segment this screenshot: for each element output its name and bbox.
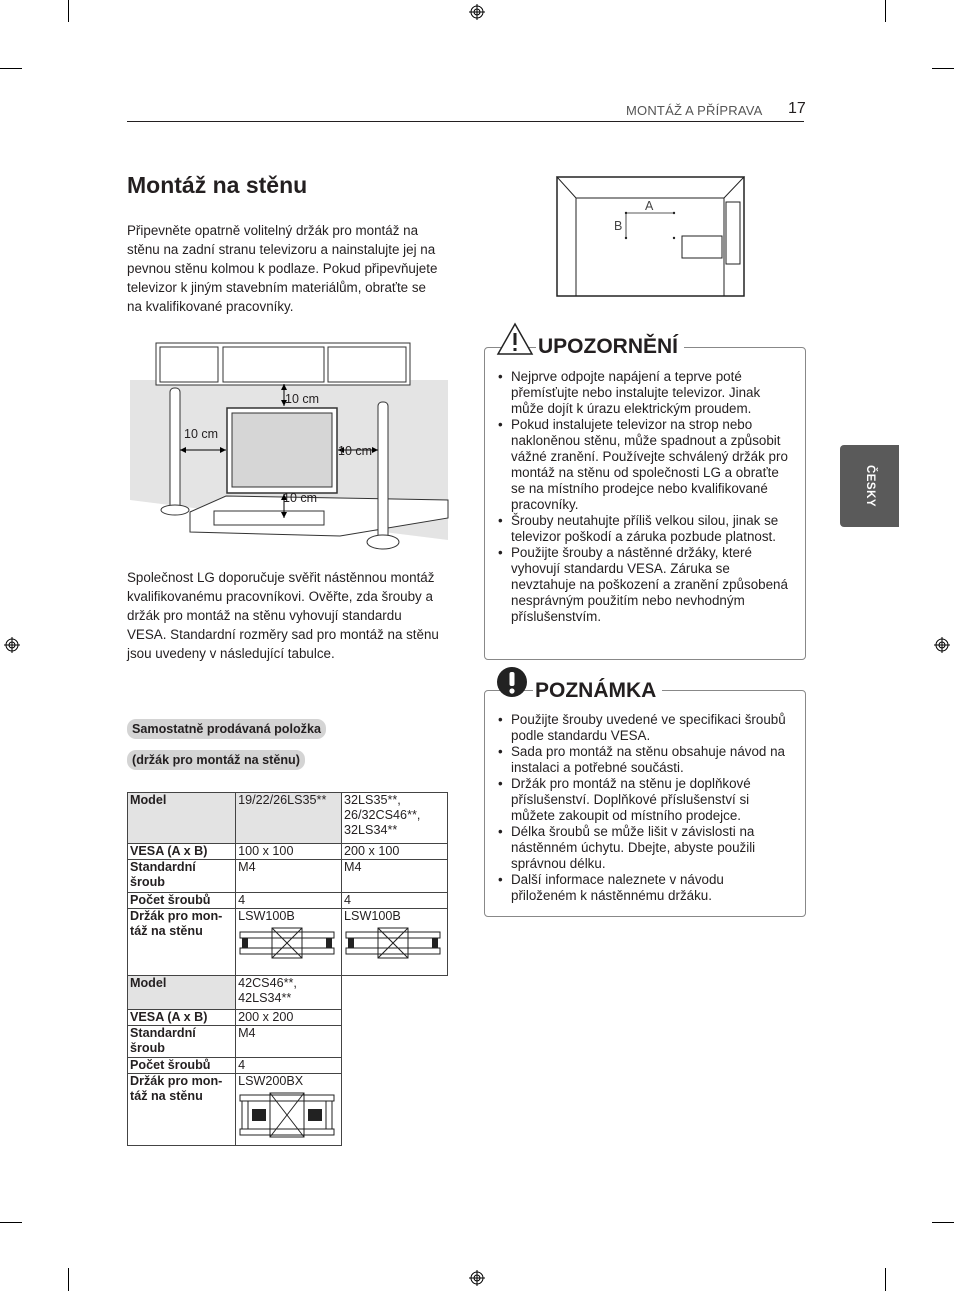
list-item: • Držák pro montáž na stěnu je doplňkové příslušenství. Doplňkové příslušenství si můžete zakoupit od místního prodejce.	[498, 776, 788, 824]
note-list	[498, 712, 788, 904]
table-row	[128, 909, 448, 976]
table-cell: 42CS46**, 42LS34**	[236, 976, 342, 1010]
bracket-model: LSW100B	[238, 909, 295, 923]
table-cell	[236, 909, 342, 976]
bracket-icon	[238, 926, 336, 962]
dimension-a-label: A	[645, 199, 654, 213]
table-cell: 100 x 100	[236, 844, 342, 860]
warning-triangle-icon	[496, 322, 534, 356]
row-label: Standardní šroub	[128, 1026, 236, 1058]
table-cell: M4	[236, 1026, 342, 1058]
table-row	[128, 793, 448, 844]
registration-mark-icon	[4, 637, 20, 653]
crop-mark	[885, 0, 886, 22]
dimension-b-label: B	[614, 219, 623, 233]
caution-list	[498, 369, 788, 625]
table-row	[128, 1026, 342, 1058]
table-cell: 4	[236, 1058, 342, 1074]
table-row	[128, 893, 448, 909]
row-label: Držák pro mon- táž na stěnu	[128, 909, 236, 976]
table-cell: 200 x 100	[342, 844, 448, 860]
row-label: VESA (A x B)	[128, 844, 236, 860]
clearance-top-label: 10 cm	[285, 392, 320, 406]
bracket-icon	[238, 1091, 336, 1139]
header-divider	[127, 121, 804, 122]
table-cell	[236, 1074, 342, 1146]
row-label: Držák pro mon- táž na stěnu	[128, 1074, 236, 1146]
vesa-table-2	[127, 975, 342, 1146]
table-cell: M4	[342, 860, 448, 893]
list-item: • Nejprve odpojte napájení a teprve poté přemísťujte nebo instalujte televizor. Jinak může dojít k úrazu elektrickým proudem.	[498, 369, 788, 417]
section-header: MONTÁŽ A PŘÍPRAVA	[626, 103, 763, 118]
row-label: Standardní šroub	[128, 860, 236, 893]
wall-mount-label: (držák pro montáž na stěnu)	[127, 750, 305, 770]
row-label: VESA (A x B)	[128, 1010, 236, 1026]
language-tab-label: ČESKY	[863, 464, 876, 508]
row-label: Model	[128, 793, 236, 844]
row-label: Počet šroubů	[128, 893, 236, 909]
registration-mark-icon	[469, 1270, 485, 1286]
table-row	[128, 860, 448, 893]
list-item: • Šrouby neutahujte příliš velkou silou, jinak se televizor poškodí a záruka pozbude platnost.	[498, 513, 788, 545]
crop-mark	[0, 68, 22, 69]
list-item: • Použijte šrouby a nástěnné držáky, které vyhovují standardu VESA. Záruka se nevztahuje na poškození a zranění způsobená nesprávným použitím nebo nevhodným příslušenstvím.	[498, 545, 788, 625]
caution-title: UPOZORNĚNÍ	[536, 335, 684, 359]
bracket-icon	[344, 926, 442, 962]
registration-mark-icon	[469, 4, 485, 20]
registration-mark-icon	[934, 637, 950, 653]
table-row	[128, 1074, 342, 1146]
vesa-table-1	[127, 792, 448, 976]
clearance-right-label: 10 cm	[338, 444, 373, 458]
list-item: • Další informace naleznete v návodu přiloženém k nástěnnému držáku.	[498, 872, 788, 904]
table-cell	[342, 909, 448, 976]
row-label: Počet šroubů	[128, 1058, 236, 1074]
table-cell: 32LS35**, 26/32CS46**, 32LS34**	[342, 793, 448, 844]
clearance-left-label: 10 cm	[184, 427, 219, 441]
clearance-bottom-label: 10 cm	[283, 491, 318, 505]
bracket-model: LSW100B	[344, 909, 401, 923]
list-item: • Použijte šrouby uvedené ve specifikaci šroubů podle standardu VESA.	[498, 712, 788, 744]
list-item: • Pokud instalujete televizor na strop nebo nakloněnou stěnu, může spadnout a způsobit vážné zranění. Používejte schválený držák pro montáž na stěnu od společnosti LG a obraťte se na místního prodejce nebo kvalifikované pracovníky.	[498, 417, 788, 513]
wall-clearance-illustration	[130, 340, 450, 555]
crop-mark	[932, 68, 954, 69]
language-tab	[840, 445, 899, 527]
crop-mark	[885, 1268, 886, 1291]
table-row	[128, 1010, 342, 1026]
crop-mark	[932, 1222, 954, 1223]
table-row	[128, 844, 448, 860]
list-item: • Délka šroubů se může lišit v závislosti na nástěnném úchytu. Dbejte, abyste použili správnou délku.	[498, 824, 788, 872]
recommend-paragraph: Společnost LG doporučuje svěřit nástěnnou montáž kvalifikovanému pracovníkovi. Ověřte, zda šrouby a držák pro montáž na stěnu vyhovují standardu VESA. Standardní rozměry sad pro montáž na stěnu jsou uvedeny v následující tabulce.	[127, 570, 439, 661]
page-number: 17	[788, 100, 806, 117]
table-cell: 200 x 200	[236, 1010, 342, 1026]
table-cell: 19/22/26LS35**	[236, 793, 342, 844]
crop-mark	[0, 1222, 22, 1223]
table-cell: 4	[236, 893, 342, 909]
separately-sold-label: Samostatně prodávaná položka	[127, 719, 326, 739]
table-cell: 4	[342, 893, 448, 909]
table-row	[128, 1058, 342, 1074]
list-item: • Sada pro montáž na stěnu obsahuje návod na instalaci a potřebné součásti.	[498, 744, 788, 776]
row-label: Model	[128, 976, 236, 1010]
page-title: Montáž na stěnu	[127, 172, 308, 198]
bracket-model: LSW200BX	[238, 1074, 304, 1088]
table-row	[128, 976, 342, 1010]
crop-mark	[68, 0, 69, 22]
exclamation-icon	[496, 666, 528, 698]
note-title: POZNÁMKA	[533, 679, 662, 703]
table-cell: M4	[236, 860, 342, 893]
crop-mark	[68, 1268, 69, 1291]
vesa-dimension-diagram	[556, 176, 746, 298]
intro-paragraph: Připevněte opatrně volitelný držák pro montáž na stěnu na zadní stranu televizoru a nainstalujte jej na pevnou stěnu kolmou k podlaze. Pokud připevňujete televizor k jiným stavebním materiálům, obraťte se na kvalifikované pracovníky.	[127, 223, 438, 314]
